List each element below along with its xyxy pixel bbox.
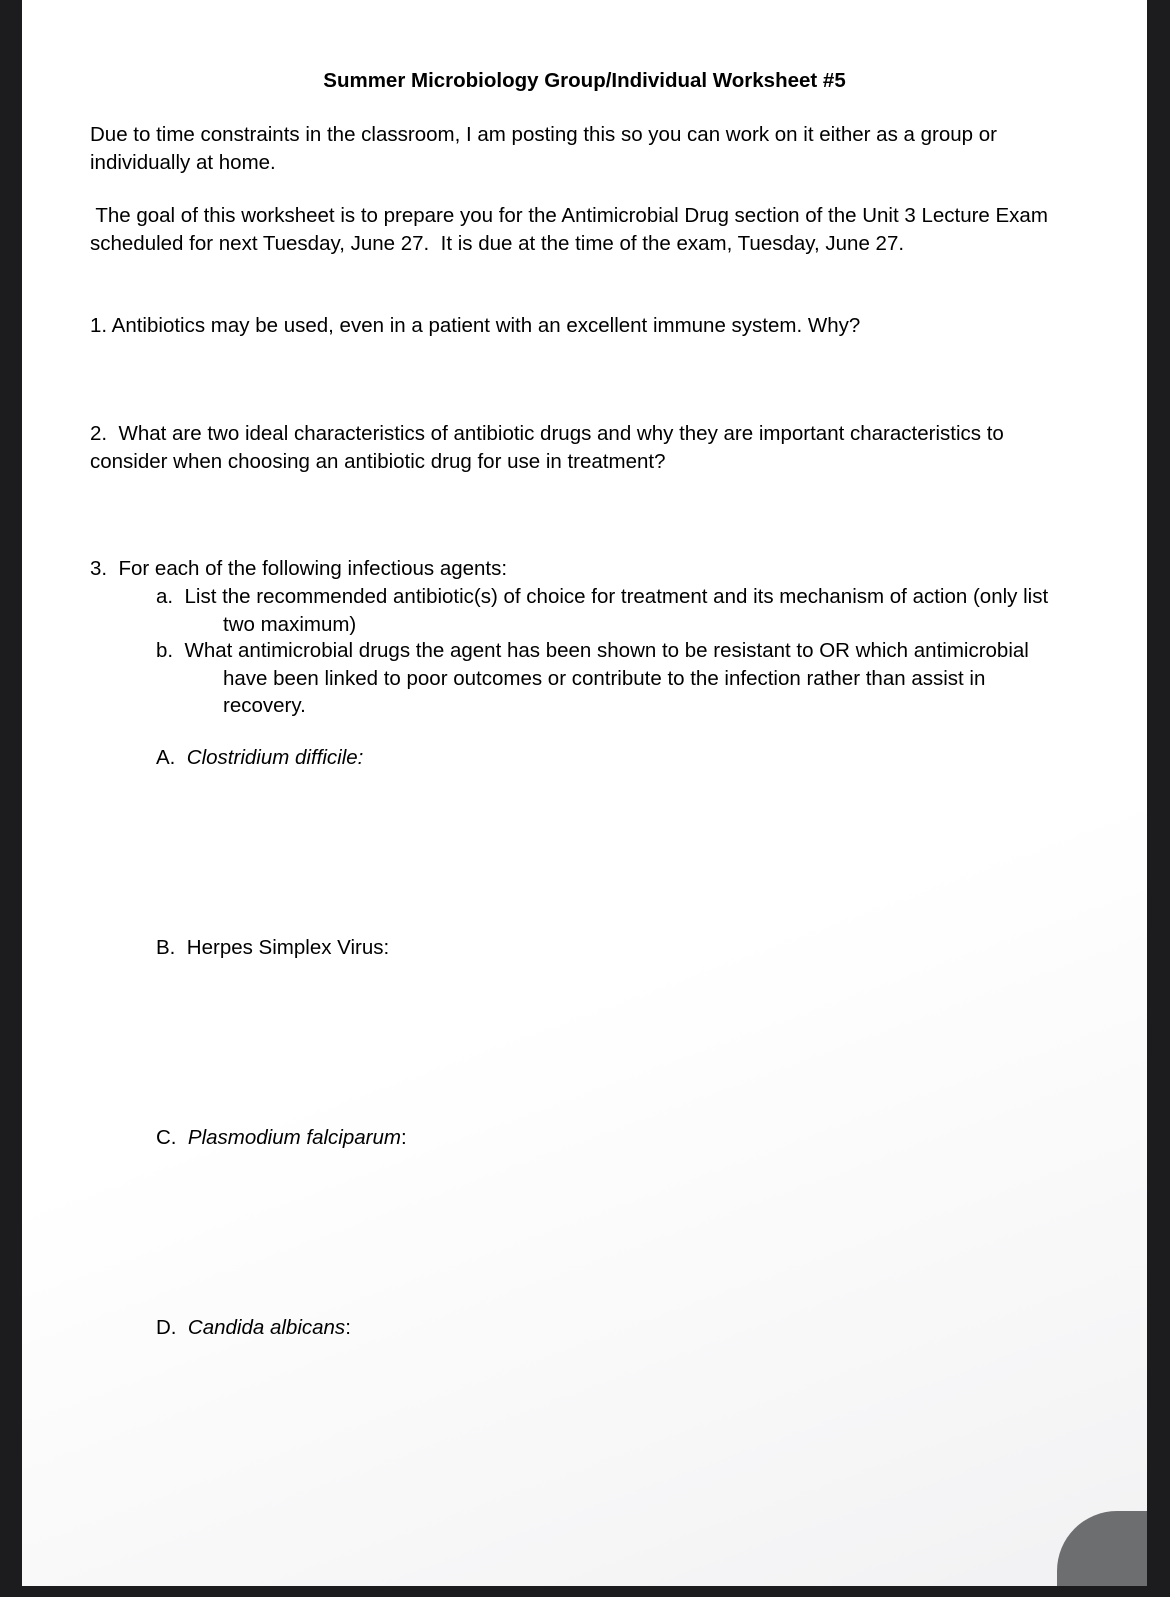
page-curl-shadow [1057, 1511, 1147, 1586]
question-1-text: 1. Antibiotics may be used, even in a patient with an excellent immune system. Why? [90, 314, 861, 337]
agent-d-letter: D. [156, 1316, 177, 1339]
question-1 [90, 312, 1100, 340]
agent-c [156, 1126, 407, 1150]
agent-c-name: Plasmodium falciparum [187, 1126, 401, 1149]
agent-d-name: Candida albicans [187, 1316, 346, 1339]
intro-line-1: Due to time constraints in the classroom, I am posting this so you can work on it either as a group or [90, 123, 997, 146]
part-a-line-1: a. List the recommended antibiotic(s) of choice for treatment and its mechanism of action (only list [156, 585, 1049, 608]
goal-line-2: scheduled for next Tuesday, June 27. It is due at the time of the exam, Tuesday, June 27. [90, 232, 905, 255]
question-3-intro [90, 555, 1100, 583]
agent-a [156, 746, 363, 770]
question-3-part-b [156, 637, 1029, 720]
question-3-part-a [156, 583, 1048, 638]
part-b-line-3: recovery. [223, 694, 306, 717]
intro-line-2: individually at home. [90, 151, 276, 174]
worksheet-title: Summer Microbiology Group/Individual Worksheet #5 [323, 69, 846, 92]
question-2-line-2: consider when choosing an antibiotic drug for use in treatment? [90, 450, 666, 473]
agent-b-name: Herpes Simplex Virus: [186, 936, 390, 959]
part-b-line-1: b. What antimicrobial drugs the agent has been shown to be resistant to OR which antimicrobial [156, 639, 1029, 662]
agent-c-letter: C. [156, 1126, 177, 1149]
agent-a-letter: A. [156, 746, 176, 769]
intro-paragraph [90, 121, 1100, 177]
agent-d [156, 1316, 351, 1340]
part-b-line-2: have been linked to poor outcomes or contribute to the infection rather than assist in [223, 666, 986, 690]
agent-b [156, 936, 389, 960]
question-2 [90, 420, 1100, 476]
agent-d-suffix: : [345, 1316, 351, 1339]
goal-paragraph [90, 202, 1100, 258]
worksheet-page [22, 0, 1147, 1586]
agent-a-name: Clostridium difficile: [186, 746, 364, 769]
part-a-line-2: two maximum) [223, 612, 357, 636]
agent-b-letter: B. [156, 936, 176, 959]
question-3-intro-text: 3. For each of the following infectious agents: [90, 557, 508, 580]
goal-line-1: The goal of this worksheet is to prepare you for the Antimicrobial Drug section of the Unit 3 Lecture Exam [90, 204, 1048, 227]
question-2-line-1: 2. What are two ideal characteristics of antibiotic drugs and why they are important characteristics to [90, 422, 1004, 445]
agent-c-suffix: : [400, 1126, 407, 1149]
